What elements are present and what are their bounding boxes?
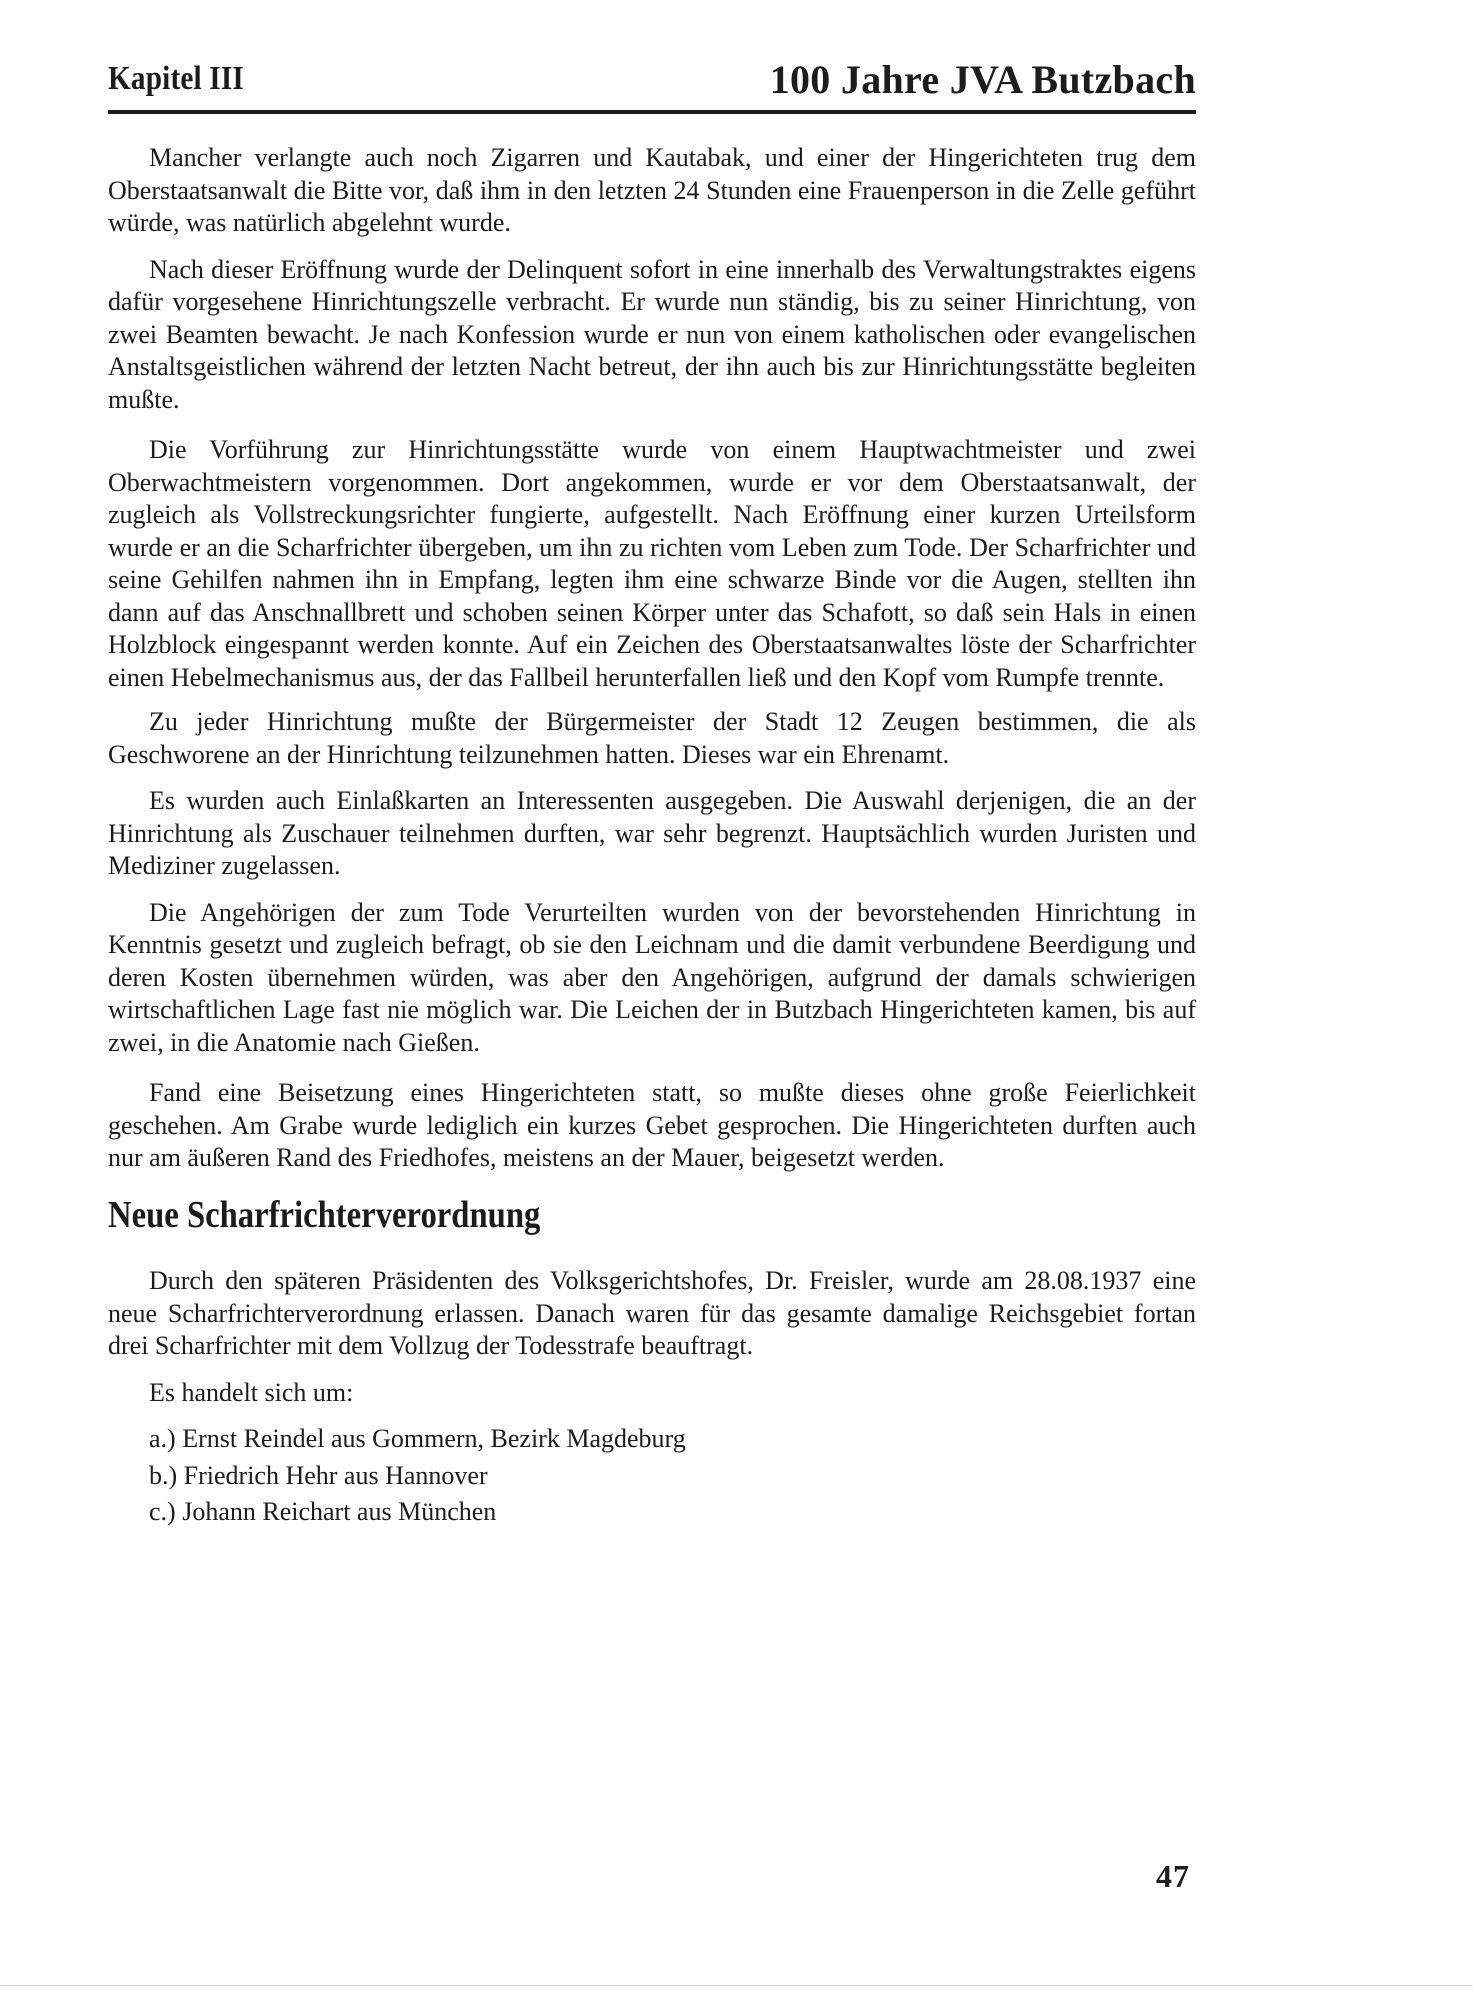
scan-edge-line: [0, 1985, 1473, 1986]
chapter-label: Kapitel III: [108, 60, 244, 97]
section-paragraph: Durch den späteren Präsidenten des Volksgerichtshofes, Dr. Freisler, wurde am 28.08.1937 eine neue Scharfrichterverordnung erlassen. Danach waren für das gesamte damalige Reichsgebiet fortan drei Scharfrichter mit dem Vollzug der Todesstrafe beauftragt.: [108, 1266, 1196, 1360]
page-number: 47: [1156, 1858, 1190, 1894]
list-item: c.) Johann Reichart aus München: [149, 1497, 497, 1526]
executioner-list: [108, 1423, 1196, 1529]
paragraph-4: Zu jeder Hinrichtung mußte der Bürgermeister der Stadt 12 Zeugen bestimmen, die als Geschworene an der Hinrichtung teilzunehmen hatten. Dieses war ein Ehrenamt.: [108, 707, 1196, 769]
running-header: [108, 52, 1196, 108]
paragraph-3: Die Vorführung zur Hinrichtungsstätte wurde von einem Hauptwachtmeister und zwei Oberwachtmeistern vorgenommen. Dort angekommen, wurde er vor dem Oberstaatsanwalt, der zugleich als Vollstreckungsrichter fungierte, aufgestellt. Nach Eröffnung einer kurzen Urteilsform wurde er an die Scharfrichter übergeben, um ihn zu richten vom Leben zum Tode. Der Scharfrichter und seine Gehilfen nahmen ihn in Empfang, legten ihm eine schwarze Binde vor die Augen, stellten ihn dann auf das Anschnallbrett und schoben seinen Körper unter das Schafott, so daß sein Hals in einen Holzblock eingespannt werden konnte. Auf ein Zeichen des Oberstaatsanwaltes löste der Scharfrichter einen Hebelmechanismus aus, der das Fallbeil herunterfallen ließ und den Kopf vom Rumpfe trennte.: [108, 435, 1196, 692]
paragraph-5: Es wurden auch Einlaßkarten an Interessenten ausgegeben. Die Auswahl derjenigen, die an der Hinrichtung als Zuschauer teilnehmen durften, war sehr begrenzt. Hauptsächlich wurden Juristen und Mediziner zugelassen.: [108, 786, 1196, 880]
paragraph-6: Die Angehörigen der zum Tode Verurteilten wurden von der bevorstehenden Hinrichtung in Kenntnis gesetzt und zugleich befragt, ob sie den Leichnam und die damit verbundene Beerdigung und deren Kosten übernehmen würden, was aber den Angehörigen, aufgrund der damals schwierigen wirtschaftlichen Lage fast nie möglich war. Die Leichen der in Butzbach Hingerichteten kamen, bis auf zwei, in die Anatomie nach Gießen.: [108, 897, 1196, 1057]
header-rule: [108, 110, 1196, 114]
section-heading: Neue Scharfrichterverordnung: [108, 1193, 541, 1236]
paragraph-1: Mancher verlangte auch noch Zigarren und Kautabak, und einer der Hingerichteten trug dem Oberstaatsanwalt die Bitte vor, daß ihm in den letzten 24 Stunden eine Frauenperson in die Zelle geführt würde, was natürlich abgelehnt wurde.: [108, 143, 1196, 237]
paragraph-7: Fand eine Beisetzung eines Hingerichteten statt, so mußte dieses ohne große Feierlichkeit geschehen. Am Grabe wurde lediglich ein kurzes Gebet gesprochen. Die Hingerichteten durften auch nur am äußeren Rand des Friedhofes, meistens an der Mauer, beigesetzt werden.: [108, 1078, 1196, 1172]
list-intro: Es handelt sich um:: [149, 1377, 354, 1407]
book-title: 100 Jahre JVA Butzbach: [769, 57, 1196, 102]
paragraph-2: Nach dieser Eröffnung wurde der Delinquent sofort in eine innerhalb des Verwaltungstraktes eigens dafür vorgesehene Hinrichtungszelle verbracht. Er wurde nun ständig, bis zu seiner Hinrichtung, von zwei Beamten bewacht. Je nach Konfession wurde er nun von einem katholischen oder evangelischen Anstaltsgeistlichen während der letzten Nacht betreut, der ihn auch bis zur Hinrichtungsstätte begleiten mußte.: [108, 254, 1196, 414]
list-item: b.) Friedrich Hehr aus Hannover: [149, 1460, 488, 1490]
body-text: [108, 142, 1196, 1533]
list-item: a.) Ernst Reindel aus Gommern, Bezirk Magdeburg: [149, 1424, 686, 1453]
